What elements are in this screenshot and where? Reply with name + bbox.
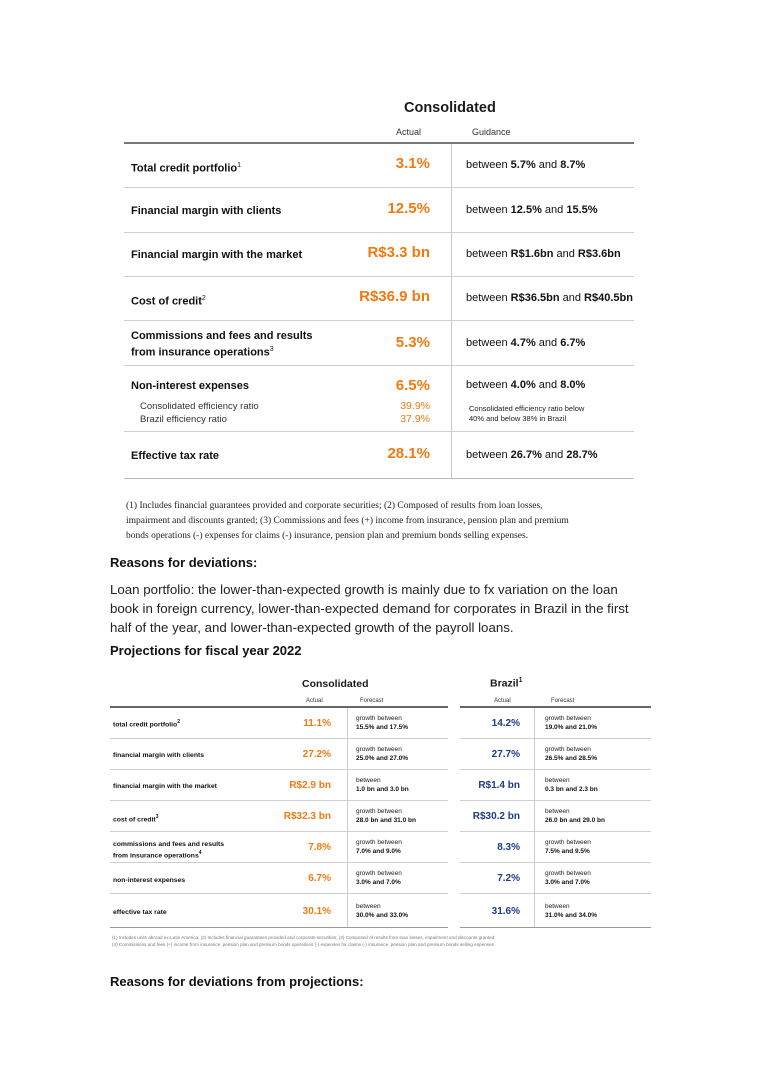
brazil-forecast: growth between 7.5% and 9.5%: [545, 839, 591, 855]
brazil-forecast: between 0.3 bn and 2.3 bn: [545, 777, 598, 793]
projections-footnote: (1) Includes units abroad ex-Latin America; (2) Includes financial guarantees provided and corporate securities; (3) Composed of results from loan losses, impairment and discounts granted; (4) Commissions and fees (+) income from insurance, pension plan and premium bonds operations (-) expenses for claims (-) insurance, pension plan and premium bonds selling expenses.: [112, 935, 496, 947]
efficiency-ratio-labels: Consolidated efficiency ratio Brazil efficiency ratio: [140, 401, 259, 425]
actual-value: R$3.3 bn: [367, 244, 430, 261]
table-row: [124, 233, 634, 277]
brazil-forecast: growth between 19.0% and 21.0%: [545, 715, 598, 731]
table-row: [110, 801, 654, 832]
table-bottom-rule: [124, 478, 634, 479]
row-label: financial margin with the market: [113, 783, 217, 790]
actual-value: 12.5%: [387, 200, 430, 217]
guidance-range: between R$36.5bn and R$40.5bn: [466, 292, 633, 304]
guidance-range: between 4.0% and 8.0%: [466, 379, 586, 391]
table-row: [110, 770, 654, 801]
table-row: [124, 144, 634, 188]
brazil-forecast: between 26.0 bn and 29.0 bn: [545, 808, 605, 824]
efficiency-guidance: Consolidated efficiency ratio below 40% and below 38% in Brazil: [469, 404, 585, 423]
consolidated-actual: R$2.9 bn: [289, 780, 331, 791]
table-row: [124, 321, 634, 366]
reasons-heading: Reasons for deviations:: [110, 555, 258, 570]
row-label: financial margin with clients: [113, 752, 205, 759]
row-label: Commissions and fees and results from insurance operations$^3$: [131, 330, 313, 359]
col-actual-header: Actual: [306, 698, 323, 704]
guidance-range: between 26.7% and 28.7%: [466, 449, 598, 461]
brazil-actual: 27.7%: [491, 749, 520, 760]
actual-value: 28.1%: [387, 445, 430, 462]
brazil-actual: 31.6%: [491, 906, 520, 917]
brazil-forecast: growth between 26.5% and 28.5%: [545, 746, 598, 762]
row-label: commissions and fees and results from insurance operations$^4$: [113, 841, 225, 860]
col-actual-header: Actual: [396, 127, 422, 137]
brazil-actual: R$1.4 bn: [478, 780, 520, 791]
consolidated-forecast: growth between 3.0% and 7.0%: [356, 870, 402, 886]
guidance-footnote: (1) Includes financial guarantees provided and corporate securities; (2) Composed of results from loan losses, impairment and discounts granted; (3) Commissions and fees (+) income from insurance, pension plan and premium bonds operations (-) expenses for claims (-) insurance, pension plan and premium bonds selling expenses.: [126, 501, 569, 541]
brazil-forecast: growth between 3.0% and 7.0%: [545, 870, 591, 886]
group-brazil: Brazil$^1$: [490, 677, 523, 690]
consolidated-actual: R$32.3 bn: [283, 811, 331, 822]
table-row: [124, 366, 634, 432]
table-row: [110, 739, 654, 770]
consolidated-forecast: between 30.0% and 33.0%: [356, 903, 409, 919]
consolidated-forecast: growth between 15.5% and 17.5%: [356, 715, 409, 731]
row-label: Non-interest expenses: [131, 380, 249, 392]
row-label: Effective tax rate: [131, 450, 220, 462]
guidance-range: between 5.7% and 8.7%: [466, 159, 586, 171]
consolidated-title: Consolidated: [404, 100, 496, 116]
actual-value: 5.3%: [395, 334, 430, 351]
row-label: total credit portfolio$^2$: [113, 719, 180, 729]
table-row: [110, 708, 654, 739]
row-label: Cost of credit$^2$: [131, 295, 206, 308]
consolidated-forecast: growth between 28.0 bn and 31.0 bn: [356, 808, 416, 824]
row-label: Financial margin with clients: [131, 205, 282, 217]
guidance-range: between 12.5% and 15.5%: [466, 204, 598, 216]
final-heading: Reasons for deviations from projections:: [110, 974, 364, 989]
consolidated-forecast: between 1.0 bn and 3.0 bn: [356, 777, 409, 793]
consolidated-actual: 27.2%: [302, 749, 331, 760]
col-forecast-header: Forecast: [360, 698, 384, 704]
actual-value: 6.5%: [395, 377, 430, 394]
row-label: Total credit portfolio$^1$: [131, 162, 242, 175]
table-row: [124, 277, 634, 321]
row-label: non-interest expenses: [113, 877, 186, 884]
reasons-paragraph: Loan portfolio: the lower-than-expected growth is mainly due to fx variation on the loan book in foreign currency, lower-than-expected demand for corporates in Brazil in the first half of the year, and lower-than-expected growth of the payroll loans.: [110, 582, 629, 635]
row-label: effective tax rate: [113, 909, 167, 916]
projections-table: [110, 676, 654, 956]
group-consolidated: Consolidated: [302, 678, 369, 690]
col-actual-header-brazil: Actual: [494, 698, 511, 704]
brazil-actual: R$30.2 bn: [472, 811, 520, 822]
row-rule-brazil: [460, 927, 651, 928]
consolidated-forecast: growth between 25.0% and 27.0%: [356, 746, 409, 762]
table-row: [124, 188, 634, 233]
consolidated-actual: 11.1%: [303, 718, 331, 729]
table-row: [124, 432, 634, 478]
row-rule: [110, 927, 448, 928]
row-label: Financial margin with the market: [131, 249, 303, 261]
consolidated-actual: 6.7%: [308, 873, 331, 884]
consolidated-actual: 7.8%: [308, 842, 331, 853]
brazil-actual: 14.2%: [491, 718, 520, 729]
row-label: cost of credit$^3$: [113, 814, 159, 824]
consolidated-forecast: growth between 7.0% and 9.0%: [356, 839, 402, 855]
consolidated-actual: 30.1%: [302, 906, 331, 917]
table-row: [110, 832, 654, 863]
projections-heading: Projections for fiscal year 2022: [110, 643, 302, 658]
table-row: [110, 863, 654, 894]
table-row: [110, 894, 654, 928]
guidance-range: between R$1.6bn and R$3.6bn: [466, 248, 621, 260]
guidance-range: between 4.7% and 6.7%: [466, 337, 586, 349]
col-guidance-header: Guidance: [472, 127, 511, 137]
actual-value: 3.1%: [395, 155, 430, 172]
actual-value: R$36.9 bn: [359, 288, 430, 305]
brazil-actual: 8.3%: [497, 842, 520, 853]
col-forecast-header-brazil: Forecast: [551, 698, 575, 704]
brazil-actual: 7.2%: [497, 873, 520, 884]
brazil-forecast: between 31.0% and 34.0%: [545, 903, 598, 919]
efficiency-ratio-values: 39.9% 37.9%: [400, 400, 430, 425]
